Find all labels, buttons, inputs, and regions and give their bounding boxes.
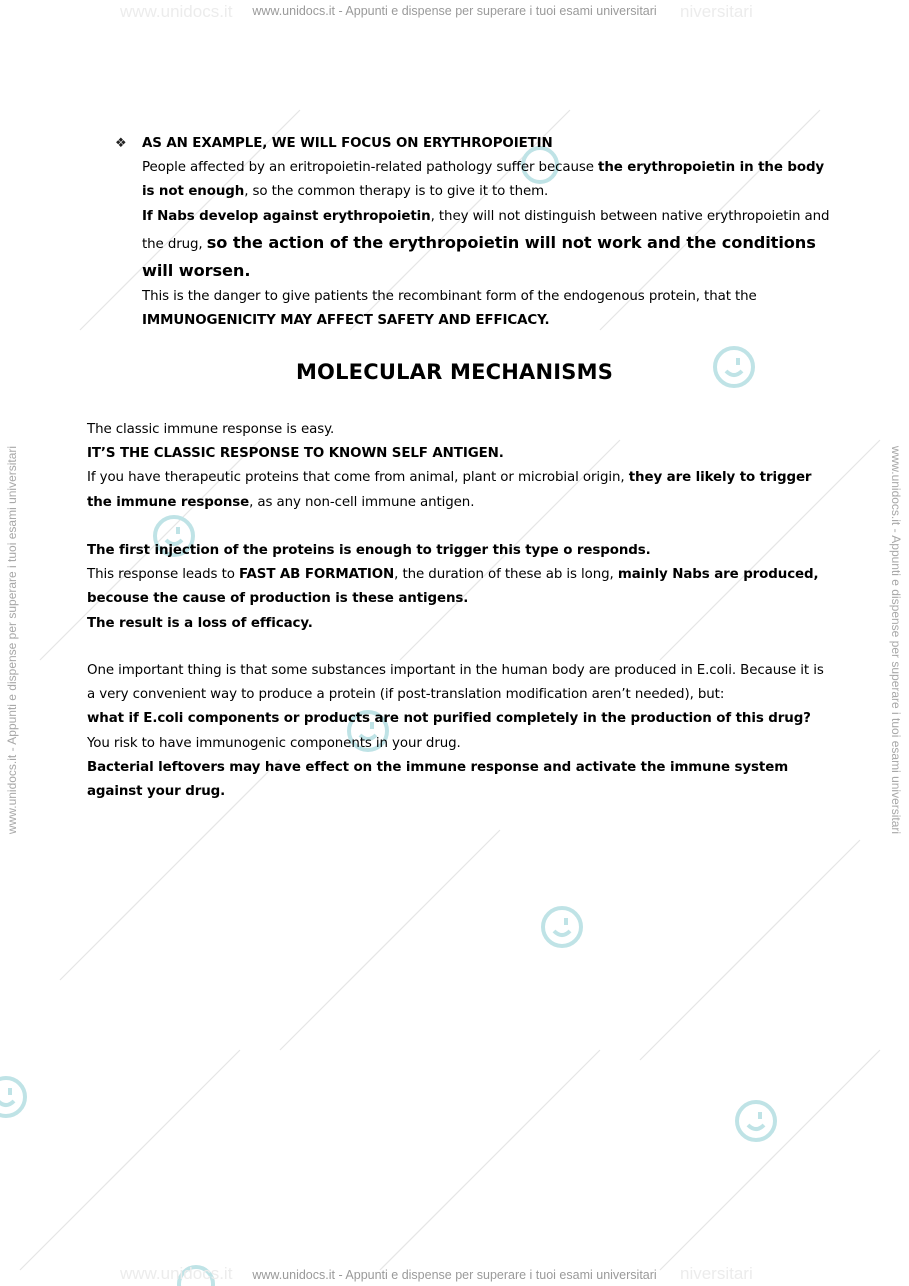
p2-text-a: This response leads to: [87, 567, 239, 583]
watermark-header: www.unidocs.it - Appunti e dispense per superare i tuoi esami universitari: [252, 4, 657, 18]
watermark-side-left: www.unidocs.it - Appunti e dispense per superare i tuoi esami universitari: [5, 445, 19, 835]
p2-line-3: [87, 612, 832, 636]
p2-bold-first: The first injection of the proteins is enough to trigger this type o responds.: [87, 543, 651, 558]
footer-ghost-right: niversitari: [680, 1264, 753, 1283]
bullet-sentence-3: [142, 285, 835, 333]
p3-line-4: [87, 756, 832, 804]
s1-tail: , so the common therapy is to give it to them.: [244, 184, 549, 200]
p3-line-2: [87, 707, 832, 731]
p2-line-2: [87, 563, 832, 611]
p1-line-2: [87, 442, 832, 466]
p3-line-3: You risk to have immunogenic components in your drug.: [87, 735, 461, 751]
p3-question: what if E.coli components or products are not purified completely in the production of this drug?: [87, 711, 811, 727]
s3-bold: IMMUNOGENICITY MAY AFFECT SAFETY AND EFFICACY.: [142, 313, 550, 329]
diamond-bullet-icon: ❖: [115, 136, 127, 151]
p3-conclusion: Bacterial leftovers may have effect on the immune response and activate the immune system against your drug.: [87, 759, 789, 800]
s1-bold: the erythropoietin in the body is not enough: [142, 160, 825, 200]
paragraph-1: [87, 418, 832, 515]
p2-line-1: [87, 539, 832, 563]
p1-bold: they are likely to trigger the immune response: [87, 470, 812, 510]
header-ghost: www.unidocs.it: [120, 2, 233, 21]
paragraph-2: [87, 539, 832, 636]
s2-bold: If Nabs develop against erythropoietin: [142, 208, 431, 224]
bullet-heading: AS AN EXAMPLE, WE WILL FOCUS ON ERYTHROPOIETIN: [142, 136, 553, 151]
p1-text: If you have therapeutic proteins that come from animal, plant or microbial origin,: [87, 470, 629, 486]
bullet-body: [115, 156, 835, 333]
footer-ghost: www.unidocs.it: [120, 1264, 233, 1283]
header-ghost-right: niversitari: [680, 2, 753, 21]
bullet-sentence-1: [142, 156, 835, 204]
s2-text: , they will not distinguish between native erythropoietin and the drug,: [142, 208, 830, 252]
bullet-section: [115, 132, 835, 334]
s3-text: This is the danger to give patients the recombinant form of the endogenous protein, that the: [142, 289, 757, 305]
p2-text-c: , the duration of these ab is long,: [394, 567, 618, 583]
p2-result: The result is a loss of efficacy.: [87, 615, 313, 631]
watermark-footer: www.unidocs.it - Appunti e dispense per superare i tuoi esami universitari: [252, 1268, 657, 1282]
bullet-heading-line: [115, 132, 835, 156]
p1-line-3: [87, 466, 832, 514]
s1-text: People affected by an eritropoietin-related pathology suffer because: [142, 160, 599, 176]
paragraph-3: [87, 659, 832, 804]
s2-emphasis: so the action of the erythropoietin will not work and the conditions will worsen.: [142, 232, 816, 281]
p1-bold-line: IT’S THE CLASSIC RESPONSE TO KNOWN SELF ANTIGEN.: [87, 446, 504, 462]
watermark-side-right: www.unidocs.it - Appunti e dispense per superare i tuoi esami universitari: [889, 445, 903, 835]
p2-bold-b: FAST AB FORMATION: [239, 567, 395, 583]
section-title: MOLECULAR MECHANISMS: [295, 360, 614, 384]
bullet-sentence-2: [142, 205, 835, 286]
p1-tail: , as any non-cell immune antigen.: [249, 494, 475, 510]
p1-line-1: The classic immune response is easy.: [87, 422, 335, 437]
p2-bold-d: mainly Nabs are produced, becouse the cause of production is these antigens.: [87, 567, 819, 607]
p3-line-1: One important thing is that some substances important in the human body are produced in E.coli. Because it is a very convenient way to produce a protein (if post-translation modification aren’t needed), but:: [87, 663, 824, 703]
